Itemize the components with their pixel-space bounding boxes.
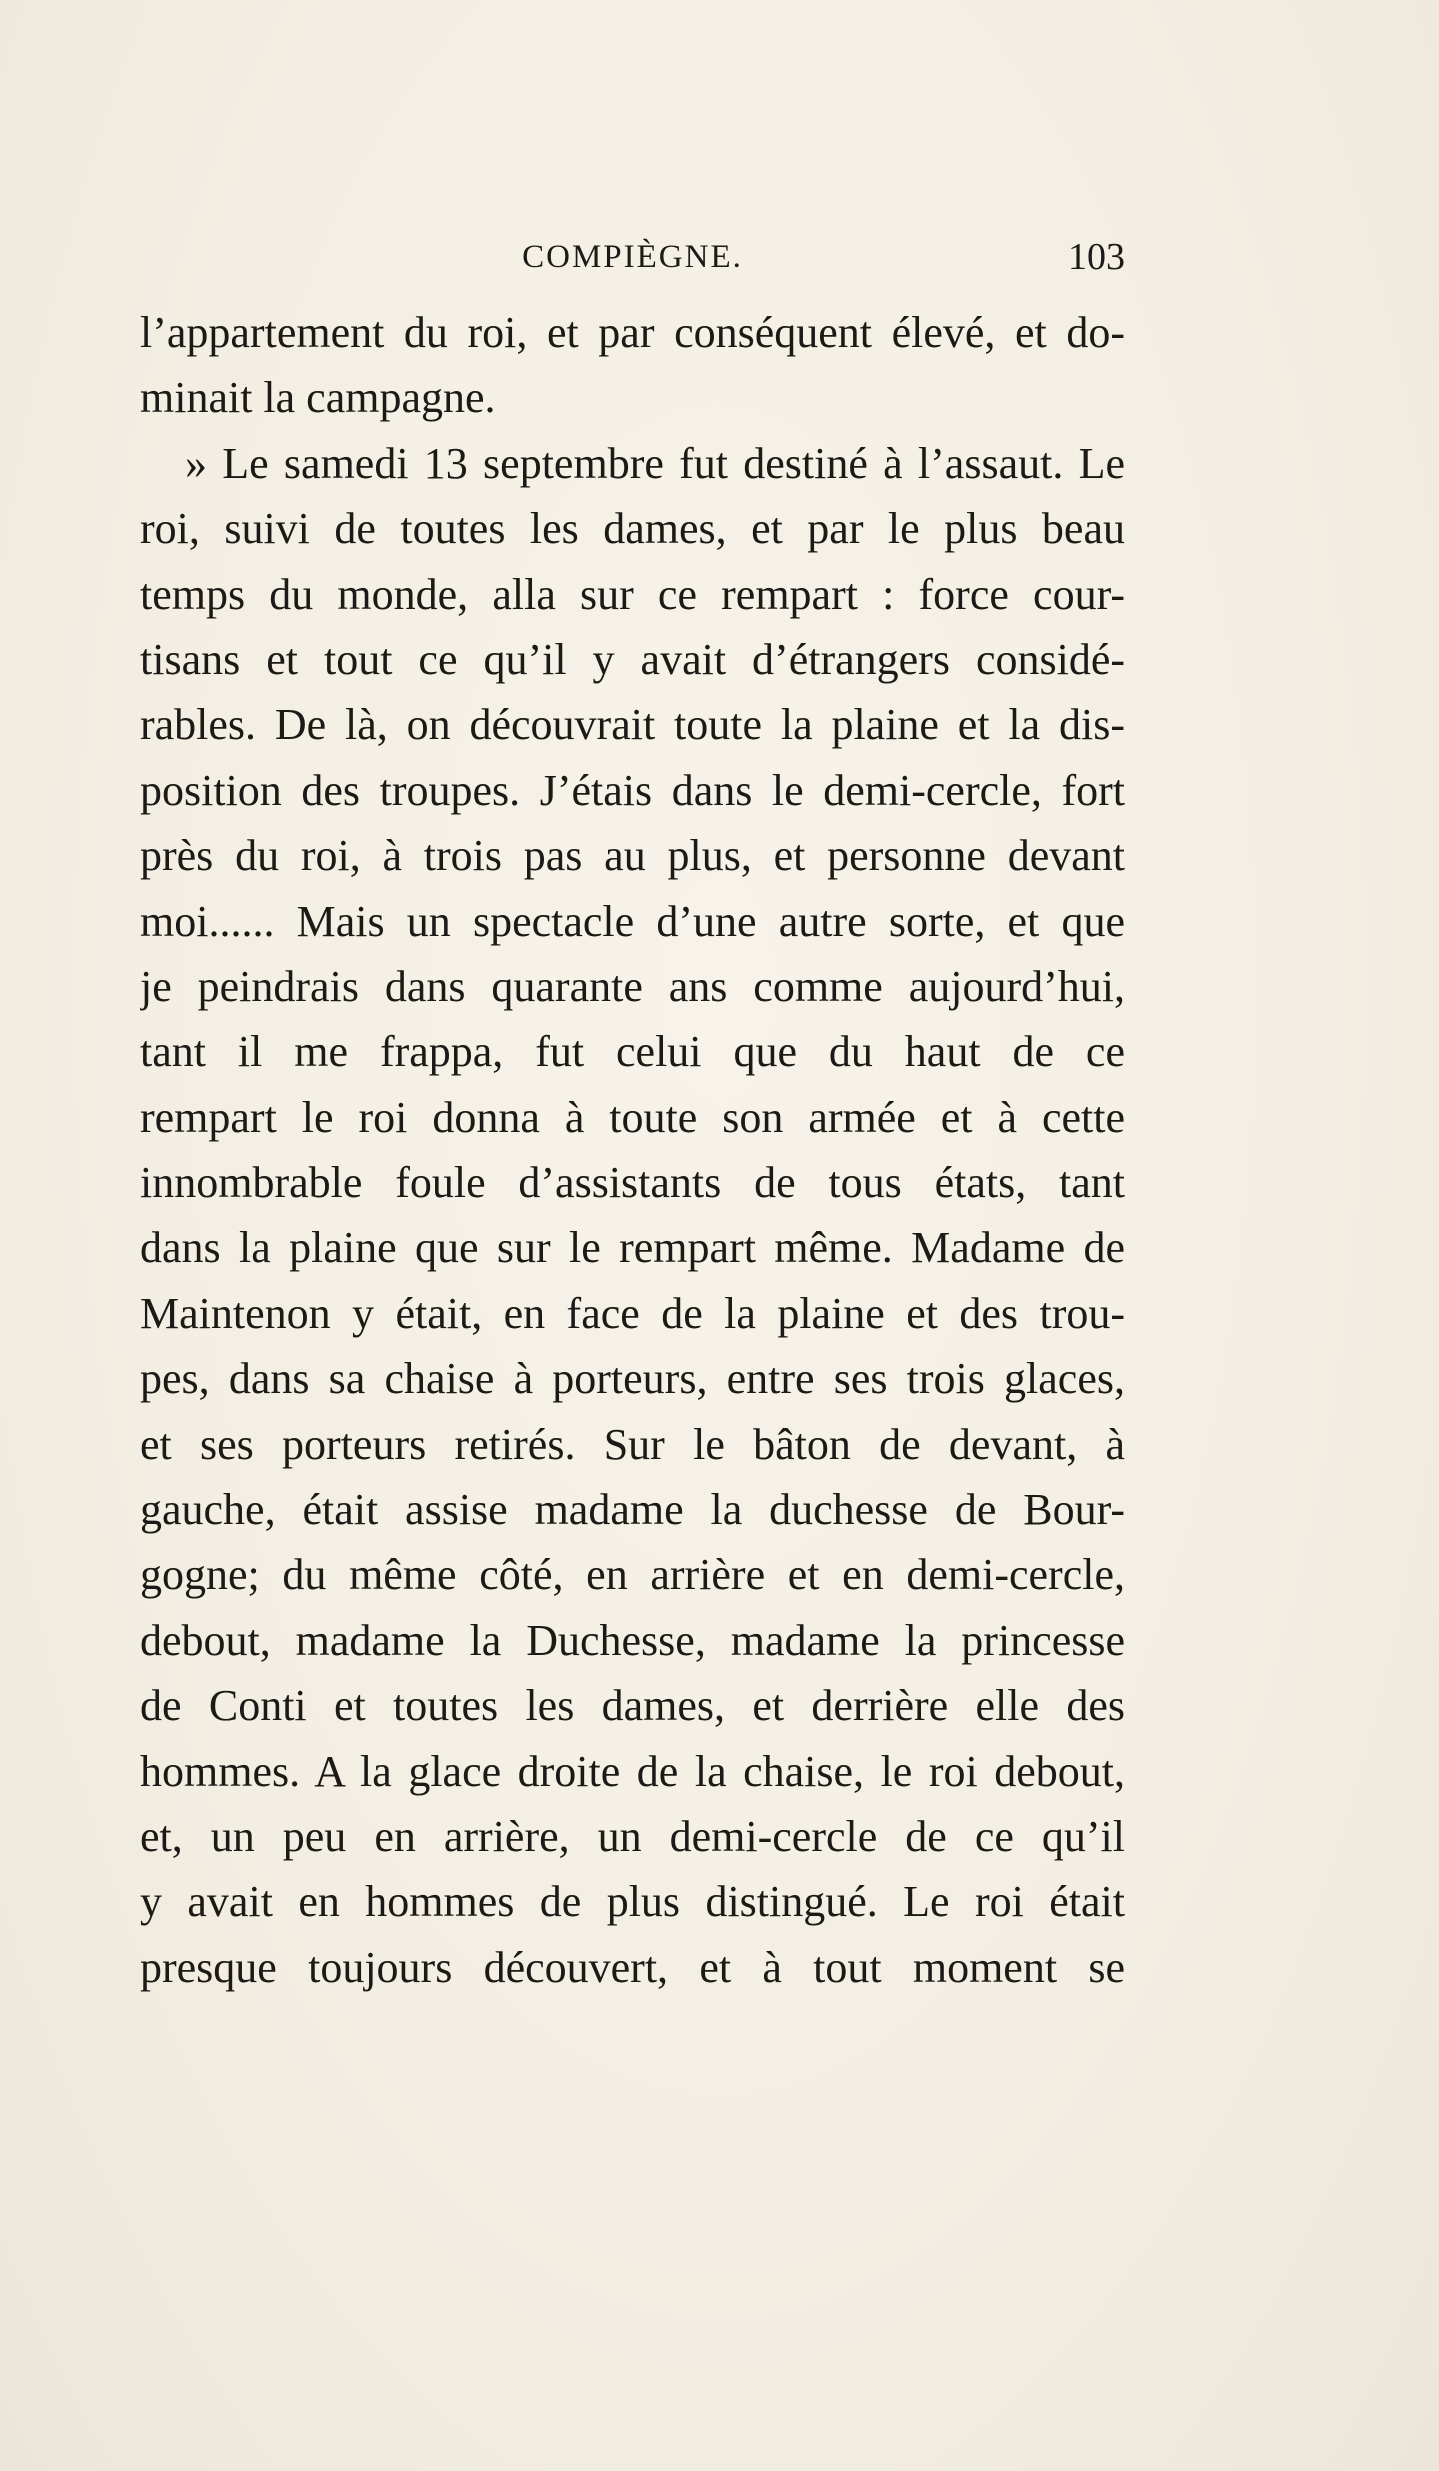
text-line: temps du monde, alla sur ce rempart : force cour- [140, 569, 1125, 619]
body-text [140, 300, 1125, 2060]
text-line: position des troupes. J’étais dans le demi-cercle, fort [140, 765, 1125, 815]
text-line: je peindrais dans quarante ans comme aujourd’hui, [140, 961, 1125, 1011]
chapter-title: COMPIÈGNE. [522, 239, 743, 275]
text-line: debout, madame la Duchesse, madame la princesse [140, 1615, 1125, 1665]
text-line: roi, suivi de toutes les dames, et par le plus beau [140, 504, 1125, 554]
text-line: Maintenon y était, en face de la plaine et des trou- [140, 1288, 1125, 1338]
text-line: pes, dans sa chaise à porteurs, entre ses trois glaces, [140, 1354, 1125, 1404]
text-line: dans la plaine que sur le rempart même. Madame de [140, 1223, 1125, 1273]
text-line: tant il me frappa, fut celui que du haut de ce [140, 1027, 1125, 1077]
text-line: tisans et tout ce qu’il y avait d’étrangers considé- [140, 634, 1125, 684]
text-line: y avait en hommes de plus distingué. Le roi était [140, 1877, 1125, 1927]
text-line: et, un peu en arrière, un demi-cercle de ce qu’il [140, 1811, 1125, 1861]
text-line: rempart le roi donna à toute son armée et à cette [140, 1092, 1125, 1142]
text-line: de Conti et toutes les dames, et derrière elle des [140, 1681, 1125, 1731]
text-line: l’appartement du roi, et par conséquent élevé, et do- [140, 308, 1125, 357]
text-line: » Le samedi 13 septembre fut destiné à l’assaut. Le [185, 438, 1125, 488]
page-number: 103 [1068, 236, 1125, 278]
text-line: innombrable foule d’assistants de tous états, tant [140, 1158, 1125, 1208]
text-line: presque toujours découvert, et à tout moment se [140, 1942, 1125, 1992]
text-line: gogne; du même côté, en arrière et en demi-cercle, [140, 1550, 1125, 1600]
text-line: moi...... Mais un spectacle d’une autre sorte, et que [140, 896, 1125, 946]
text-line: rables. De là, on découvrait toute la plaine et la dis- [140, 700, 1125, 750]
text-line: gauche, était assise madame la duchesse de Bour- [140, 1485, 1125, 1535]
text-line: près du roi, à trois pas au plus, et personne devant [140, 831, 1125, 881]
text-line: minait la campagne. [140, 373, 496, 423]
text-line: hommes. A la glace droite de la chaise, le roi debout, [140, 1746, 1125, 1796]
text-line: et ses porteurs retirés. Sur le bâton de devant, à [140, 1419, 1125, 1469]
running-head [140, 232, 1125, 282]
